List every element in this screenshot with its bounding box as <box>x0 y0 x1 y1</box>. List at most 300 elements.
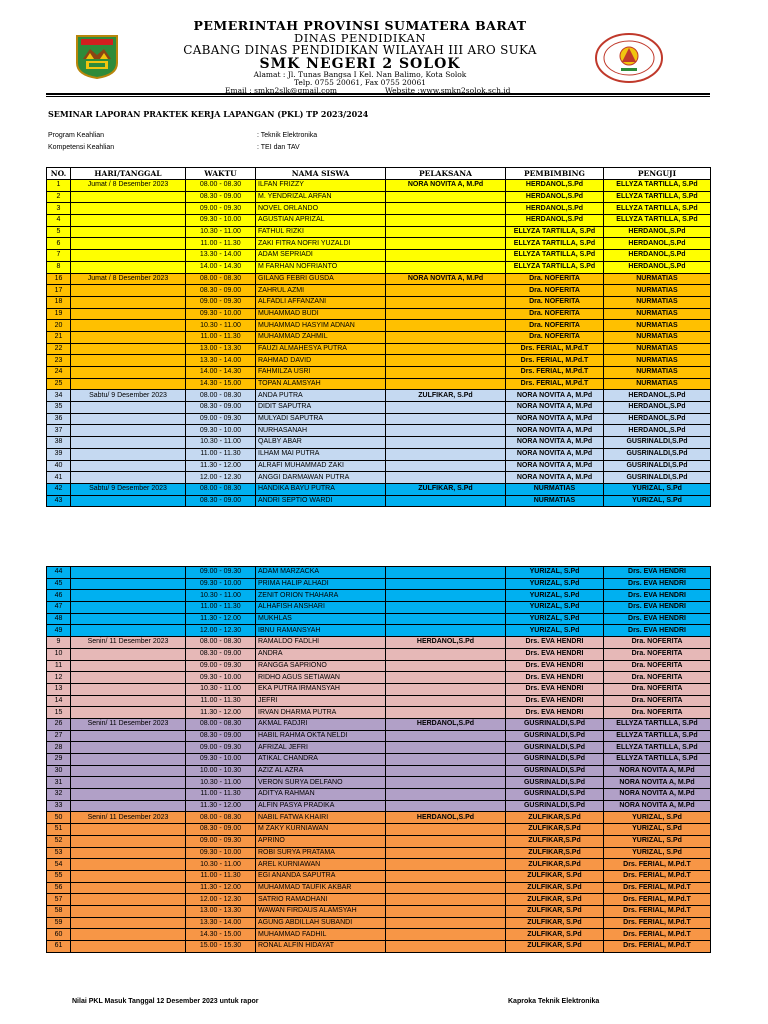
row-penguji: HERDANOL,S.Pd <box>604 425 711 437</box>
row-hari-tanggal <box>71 847 186 859</box>
row-hari-tanggal <box>71 625 186 637</box>
row-waktu: 08.00 - 08.30 <box>186 390 256 402</box>
row-pelaksana <box>386 308 506 320</box>
row-hari-tanggal: Senin/ 11 Desember 2023 <box>71 718 186 730</box>
row-waktu: 09.00 - 09.30 <box>186 296 256 308</box>
row-nama-siswa: ADAM SEPRIADI <box>256 250 386 262</box>
table-row <box>47 425 711 437</box>
row-pembimbing: Dra. NOFERITA <box>506 308 604 320</box>
row-penguji: NURMATIAS <box>604 308 711 320</box>
table-row <box>47 672 711 684</box>
table-row <box>47 355 711 367</box>
row-pembimbing: ELLYZA TARTILLA, S.Pd <box>506 261 604 273</box>
row-no: 44 <box>47 567 71 579</box>
row-no: 12 <box>47 672 71 684</box>
row-penguji: NORA NOVITA A, M.Pd <box>604 800 711 812</box>
row-no: 35 <box>47 402 71 414</box>
row-nama-siswa: NOVEL ORLANDO <box>256 203 386 215</box>
row-pembimbing: NORA NOVITA A, M.Pd <box>506 472 604 484</box>
row-waktu: 08.00 - 08.30 <box>186 273 256 285</box>
row-pelaksana <box>386 296 506 308</box>
row-pelaksana <box>386 367 506 379</box>
schedule-table-1 <box>46 167 711 507</box>
row-pembimbing: Drs. FERIAL, M.Pd.T <box>506 367 604 379</box>
table-row <box>47 261 711 273</box>
row-pembimbing: Dra. NOFERITA <box>506 320 604 332</box>
row-pelaksana <box>386 590 506 602</box>
row-pembimbing: YURIZAL, S.Pd <box>506 625 604 637</box>
row-hari-tanggal <box>71 683 186 695</box>
row-waktu: 11.00 - 11.30 <box>186 238 256 250</box>
table-row <box>47 273 711 285</box>
row-pelaksana <box>386 413 506 425</box>
table-row <box>47 613 711 625</box>
row-pelaksana <box>386 660 506 672</box>
row-penguji: GUSRINALDI,S.Pd <box>604 437 711 449</box>
row-waktu: 11.00 - 11.30 <box>186 695 256 707</box>
row-nama-siswa: MUKHLAS <box>256 613 386 625</box>
row-hari-tanggal: Jumat / 8 Desember 2023 <box>71 180 186 192</box>
row-pembimbing: YURIZAL, S.Pd <box>506 567 604 579</box>
row-pelaksana <box>386 941 506 953</box>
row-penguji: NORA NOVITA A, M.Pd <box>604 777 711 789</box>
row-pembimbing: Drs. EVA HENDRI <box>506 695 604 707</box>
row-pelaksana <box>386 905 506 917</box>
row-no: 50 <box>47 812 71 824</box>
header-website: Website :www.smkn2solok.sch.id <box>385 86 511 96</box>
row-nama-siswa: ILHAM MAI PUTRA <box>256 448 386 460</box>
col-header-pelaksana: PELAKSANA <box>386 168 506 180</box>
row-penguji: Dra. NOFERITA <box>604 637 711 649</box>
row-nama-siswa: ZAHRUL AZMI <box>256 285 386 297</box>
row-nama-siswa: ILFAN FRIZZY <box>256 180 386 192</box>
row-waktu: 11.00 - 11.30 <box>186 448 256 460</box>
row-waktu: 15.00 - 15.30 <box>186 941 256 953</box>
row-hari-tanggal <box>71 425 186 437</box>
row-pembimbing: Dra. NOFERITA <box>506 331 604 343</box>
table-row <box>47 789 711 801</box>
row-no: 53 <box>47 847 71 859</box>
row-penguji: ELLYZA TARTILLA, S.Pd <box>604 191 711 203</box>
table-row <box>47 180 711 192</box>
row-penguji: HERDANOL,S.Pd <box>604 250 711 262</box>
kompetensi-value: : TEI dan TAV <box>257 144 300 151</box>
row-hari-tanggal <box>71 765 186 777</box>
row-nama-siswa: ZENIT ORION THAHARA <box>256 590 386 602</box>
row-pelaksana <box>386 250 506 262</box>
row-pelaksana: ZULFIKAR, S.Pd <box>386 483 506 495</box>
row-penguji: Drs. EVA HENDRI <box>604 567 711 579</box>
row-penguji: Drs. EVA HENDRI <box>604 602 711 614</box>
row-penguji: YURIZAL, S.Pd <box>604 812 711 824</box>
row-penguji: Dra. NOFERITA <box>604 683 711 695</box>
row-pembimbing: NORA NOVITA A, M.Pd <box>506 413 604 425</box>
row-pelaksana <box>386 730 506 742</box>
row-no: 41 <box>47 472 71 484</box>
row-hari-tanggal: Sabtu/ 9 Desember 2023 <box>71 483 186 495</box>
row-pembimbing: Drs. EVA HENDRI <box>506 648 604 660</box>
table-row <box>47 448 711 460</box>
row-hari-tanggal <box>71 191 186 203</box>
table-row <box>47 602 711 614</box>
row-penguji: YURIZAL, S.Pd <box>604 835 711 847</box>
row-no: 19 <box>47 308 71 320</box>
row-no: 60 <box>47 929 71 941</box>
table-row <box>47 660 711 672</box>
row-pelaksana <box>386 625 506 637</box>
row-no: 14 <box>47 695 71 707</box>
row-pelaksana <box>386 425 506 437</box>
row-hari-tanggal <box>71 320 186 332</box>
row-pelaksana <box>386 882 506 894</box>
row-penguji: NURMATIAS <box>604 296 711 308</box>
row-hari-tanggal <box>71 789 186 801</box>
row-pembimbing: ZULFIKAR,S.Pd <box>506 859 604 871</box>
table-row <box>47 567 711 579</box>
row-hari-tanggal <box>71 917 186 929</box>
row-pelaksana <box>386 859 506 871</box>
row-pembimbing: Drs. EVA HENDRI <box>506 672 604 684</box>
row-hari-tanggal <box>71 672 186 684</box>
row-pembimbing: HERDANOL,S.Pd <box>506 215 604 227</box>
row-nama-siswa: IRVAN DHARMA PUTRA <box>256 707 386 719</box>
table-row <box>47 250 711 262</box>
row-nama-siswa: WAWAN FIRDAUS ALAMSYAH <box>256 905 386 917</box>
row-waktu: 11.30 - 12.00 <box>186 800 256 812</box>
row-pelaksana <box>386 695 506 707</box>
row-pelaksana <box>386 448 506 460</box>
table-row <box>47 718 711 730</box>
table-row <box>47 870 711 882</box>
row-hari-tanggal <box>71 261 186 273</box>
row-pelaksana: HERDANOL,S.Pd <box>386 637 506 649</box>
row-pelaksana <box>386 602 506 614</box>
table-row <box>47 343 711 355</box>
row-pembimbing: ELLYZA TARTILLA, S.Pd <box>506 238 604 250</box>
row-waktu: 12.00 - 12.30 <box>186 625 256 637</box>
row-no: 13 <box>47 683 71 695</box>
row-no: 57 <box>47 894 71 906</box>
row-hari-tanggal <box>71 777 186 789</box>
row-nama-siswa: HABIL RAHMA OKTA NELDI <box>256 730 386 742</box>
row-penguji: ELLYZA TARTILLA, S.Pd <box>604 754 711 766</box>
table-row <box>47 637 711 649</box>
table-row <box>47 835 711 847</box>
row-penguji: Drs. EVA HENDRI <box>604 590 711 602</box>
row-pembimbing: Drs. EVA HENDRI <box>506 660 604 672</box>
row-penguji: NURMATIAS <box>604 285 711 297</box>
row-waktu: 08.30 - 09.00 <box>186 285 256 297</box>
row-hari-tanggal <box>71 378 186 390</box>
row-penguji: NURMATIAS <box>604 343 711 355</box>
row-pelaksana <box>386 495 506 507</box>
row-hari-tanggal <box>71 602 186 614</box>
row-no: 26 <box>47 718 71 730</box>
row-waktu: 09.00 - 09.30 <box>186 413 256 425</box>
row-hari-tanggal <box>71 578 186 590</box>
row-no: 34 <box>47 390 71 402</box>
row-nama-siswa: RANGGA SAPRIONO <box>256 660 386 672</box>
row-pembimbing: Dra. NOFERITA <box>506 296 604 308</box>
row-pembimbing: GUSRINALDI,S.Pd <box>506 789 604 801</box>
row-waktu: 08.30 - 09.00 <box>186 191 256 203</box>
row-penguji: Dra. NOFERITA <box>604 672 711 684</box>
table-row <box>47 941 711 953</box>
table-row <box>47 472 711 484</box>
row-pelaksana <box>386 847 506 859</box>
row-hari-tanggal <box>71 226 186 238</box>
row-pelaksana <box>386 777 506 789</box>
header-email: Email : smkn2slk@gmail.com <box>225 86 337 96</box>
row-nama-siswa: ANDRA <box>256 648 386 660</box>
row-hari-tanggal <box>71 402 186 414</box>
row-nama-siswa: JEFRI <box>256 695 386 707</box>
row-no: 16 <box>47 273 71 285</box>
row-pembimbing: ZULFIKAR, S.Pd <box>506 905 604 917</box>
table-row <box>47 590 711 602</box>
table-row <box>47 296 711 308</box>
row-pelaksana <box>386 226 506 238</box>
row-penguji: Drs. FERIAL, M.Pd.T <box>604 870 711 882</box>
row-hari-tanggal <box>71 367 186 379</box>
row-nama-siswa: RONAL ALFIN HIDAYAT <box>256 941 386 953</box>
row-pembimbing: NURMATIAS <box>506 495 604 507</box>
table-row <box>47 460 711 472</box>
row-penguji: NURMATIAS <box>604 320 711 332</box>
table-row <box>47 578 711 590</box>
row-no: 61 <box>47 941 71 953</box>
row-waktu: 09.30 - 10.00 <box>186 672 256 684</box>
table-row <box>47 882 711 894</box>
row-pelaksana <box>386 437 506 449</box>
row-penguji: Drs. EVA HENDRI <box>604 613 711 625</box>
row-no: 37 <box>47 425 71 437</box>
row-hari-tanggal <box>71 707 186 719</box>
row-hari-tanggal <box>71 567 186 579</box>
row-pembimbing: YURIZAL, S.Pd <box>506 613 604 625</box>
row-pelaksana <box>386 402 506 414</box>
row-nama-siswa: NABIL FATWA KHAIRI <box>256 812 386 824</box>
row-nama-siswa: SATRIO RAMADHANI <box>256 894 386 906</box>
table-row <box>47 730 711 742</box>
row-pelaksana <box>386 567 506 579</box>
row-penguji: Drs. FERIAL, M.Pd.T <box>604 882 711 894</box>
kompetensi-row <box>48 144 300 151</box>
row-penguji: HERDANOL,S.Pd <box>604 226 711 238</box>
row-pelaksana: HERDANOL,S.Pd <box>386 812 506 824</box>
row-hari-tanggal <box>71 894 186 906</box>
row-penguji: Drs. FERIAL, M.Pd.T <box>604 859 711 871</box>
row-nama-siswa: ANDRI SEPTIO WARDI <box>256 495 386 507</box>
table-row <box>47 905 711 917</box>
row-pembimbing: Drs. FERIAL, M.Pd.T <box>506 378 604 390</box>
row-penguji: HERDANOL,S.Pd <box>604 390 711 402</box>
row-waktu: 08.00 - 08.30 <box>186 637 256 649</box>
row-waktu: 10.30 - 11.00 <box>186 320 256 332</box>
row-pelaksana <box>386 355 506 367</box>
row-hari-tanggal <box>71 882 186 894</box>
header-line-3: CABANG DINAS PENDIDIKAN WILAYAH III ARO SUKA <box>183 43 537 58</box>
row-penguji: Drs. EVA HENDRI <box>604 625 711 637</box>
row-pelaksana <box>386 472 506 484</box>
row-pembimbing: Drs. EVA HENDRI <box>506 707 604 719</box>
table-row <box>47 695 711 707</box>
row-pembimbing: GUSRINALDI,S.Pd <box>506 730 604 742</box>
row-waktu: 08.00 - 08.30 <box>186 718 256 730</box>
table-row <box>47 917 711 929</box>
row-nama-siswa: RIDHO AGUS SETIAWAN <box>256 672 386 684</box>
row-pembimbing: ZULFIKAR, S.Pd <box>506 929 604 941</box>
table-row <box>47 226 711 238</box>
row-pembimbing: ZULFIKAR, S.Pd <box>506 941 604 953</box>
row-penguji: NURMATIAS <box>604 378 711 390</box>
row-nama-siswa: FAHMILZA USRI <box>256 367 386 379</box>
row-hari-tanggal <box>71 941 186 953</box>
row-hari-tanggal <box>71 660 186 672</box>
row-pembimbing: ZULFIKAR,S.Pd <box>506 824 604 836</box>
row-pembimbing: ZULFIKAR,S.Pd <box>506 835 604 847</box>
province-emblem-logo <box>74 33 120 79</box>
row-nama-siswa: ALFADLI AFFANZANI <box>256 296 386 308</box>
row-waktu: 08.30 - 09.00 <box>186 402 256 414</box>
row-hari-tanggal <box>71 824 186 836</box>
table-row <box>47 191 711 203</box>
row-penguji: NURMATIAS <box>604 273 711 285</box>
row-hari-tanggal <box>71 495 186 507</box>
row-waktu: 10.30 - 11.00 <box>186 683 256 695</box>
row-no: 36 <box>47 413 71 425</box>
col-header-penguji: PENGUJI <box>604 168 711 180</box>
row-nama-siswa: AZIZ AL AZRA <box>256 765 386 777</box>
row-waktu: 10.30 - 11.00 <box>186 437 256 449</box>
row-hari-tanggal <box>71 613 186 625</box>
row-penguji: NURMATIAS <box>604 355 711 367</box>
row-no: 54 <box>47 859 71 871</box>
row-pembimbing: ZULFIKAR,S.Pd <box>506 847 604 859</box>
row-pembimbing: YURIZAL, S.Pd <box>506 590 604 602</box>
row-no: 24 <box>47 367 71 379</box>
row-waktu: 14.30 - 15.00 <box>186 378 256 390</box>
row-penguji: Dra. NOFERITA <box>604 660 711 672</box>
row-waktu: 09.00 - 09.30 <box>186 660 256 672</box>
row-waktu: 11.30 - 12.00 <box>186 613 256 625</box>
table-row <box>47 800 711 812</box>
row-hari-tanggal <box>71 437 186 449</box>
row-hari-tanggal <box>71 905 186 917</box>
row-penguji: Dra. NOFERITA <box>604 695 711 707</box>
row-penguji: YURIZAL, S.Pd <box>604 847 711 859</box>
row-nama-siswa: ALRAFI MUHAMMAD ZAKI <box>256 460 386 472</box>
row-pembimbing: YURIZAL, S.Pd <box>506 578 604 590</box>
row-no: 33 <box>47 800 71 812</box>
row-penguji: YURIZAL, S.Pd <box>604 483 711 495</box>
row-nama-siswa: MUHAMMAD ZAHMIL <box>256 331 386 343</box>
row-no: 49 <box>47 625 71 637</box>
row-no: 30 <box>47 765 71 777</box>
row-pelaksana <box>386 378 506 390</box>
row-no: 11 <box>47 660 71 672</box>
row-pembimbing: Drs. EVA HENDRI <box>506 637 604 649</box>
row-no: 23 <box>47 355 71 367</box>
row-nama-siswa: MUHAMMAD TAUFIK AKBAR <box>256 882 386 894</box>
row-waktu: 10.00 - 10.30 <box>186 765 256 777</box>
row-hari-tanggal <box>71 835 186 847</box>
row-nama-siswa: GILANG FEBRI GUSDA <box>256 273 386 285</box>
row-nama-siswa: MULYADI SAPUTRA <box>256 413 386 425</box>
row-no: 43 <box>47 495 71 507</box>
kompetensi-label: Kompetensi Keahlian <box>48 144 115 151</box>
row-nama-siswa: AREL KURNIAWAN <box>256 859 386 871</box>
row-pelaksana <box>386 285 506 297</box>
col-header-hari: HARI/TANGGAL <box>71 168 186 180</box>
row-no: 20 <box>47 320 71 332</box>
col-header-nama: NAMA SISWA <box>256 168 386 180</box>
row-pembimbing: Drs. FERIAL, M.Pd.T <box>506 343 604 355</box>
row-nama-siswa: APRINO <box>256 835 386 847</box>
row-penguji: Dra. NOFERITA <box>604 707 711 719</box>
header-phone: Telp. 0755 20061, Fax 0755 20061 <box>293 78 427 88</box>
row-waktu: 12.00 - 12.30 <box>186 894 256 906</box>
row-waktu: 11.00 - 11.30 <box>186 789 256 801</box>
row-pembimbing: NORA NOVITA A, M.Pd <box>506 402 604 414</box>
table-row <box>47 378 711 390</box>
row-no: 10 <box>47 648 71 660</box>
row-penguji: ELLYZA TARTILLA, S.Pd <box>604 718 711 730</box>
header-rule <box>46 93 710 95</box>
row-no: 8 <box>47 261 71 273</box>
row-hari-tanggal <box>71 285 186 297</box>
table-row <box>47 331 711 343</box>
row-no: 1 <box>47 180 71 192</box>
row-pembimbing: NORA NOVITA A, M.Pd <box>506 425 604 437</box>
row-pembimbing: Dra. NOFERITA <box>506 273 604 285</box>
row-hari-tanggal <box>71 250 186 262</box>
table-row <box>47 495 711 507</box>
row-pelaksana <box>386 929 506 941</box>
row-penguji: HERDANOL,S.Pd <box>604 261 711 273</box>
row-nama-siswa: M ZAKY KURNIAWAN <box>256 824 386 836</box>
row-pelaksana <box>386 835 506 847</box>
col-header-pembimbing: PEMBIMBING <box>506 168 604 180</box>
row-penguji: Drs. FERIAL, M.Pd.T <box>604 917 711 929</box>
row-waktu: 13.00 - 13.30 <box>186 343 256 355</box>
footer-note: Nilai PKL Masuk Tanggal 12 Desember 2023 untuk rapor <box>72 998 259 1005</box>
school-seal-logo <box>594 32 664 84</box>
row-pembimbing: Dra. NOFERITA <box>506 285 604 297</box>
row-waktu: 09.30 - 10.00 <box>186 754 256 766</box>
row-nama-siswa: AGUSTIAN APRIZAL <box>256 215 386 227</box>
row-waktu: 11.00 - 11.30 <box>186 331 256 343</box>
table-row <box>47 483 711 495</box>
table-row <box>47 413 711 425</box>
row-nama-siswa: MUHAMMAD HASYIM ADNAN <box>256 320 386 332</box>
row-waktu: 11.30 - 12.00 <box>186 460 256 472</box>
row-no: 5 <box>47 226 71 238</box>
row-pelaksana <box>386 613 506 625</box>
row-waktu: 09.30 - 10.00 <box>186 215 256 227</box>
row-hari-tanggal <box>71 238 186 250</box>
row-no: 42 <box>47 483 71 495</box>
row-pembimbing: ZULFIKAR, S.Pd <box>506 917 604 929</box>
row-hari-tanggal <box>71 355 186 367</box>
row-pelaksana <box>386 343 506 355</box>
row-hari-tanggal <box>71 296 186 308</box>
row-nama-siswa: ALHAFISH ANSHARI <box>256 602 386 614</box>
row-no: 45 <box>47 578 71 590</box>
row-pelaksana: NORA NOVITA A, M.Pd <box>386 273 506 285</box>
row-waktu: 09.00 - 09.30 <box>186 742 256 754</box>
table-row <box>47 320 711 332</box>
